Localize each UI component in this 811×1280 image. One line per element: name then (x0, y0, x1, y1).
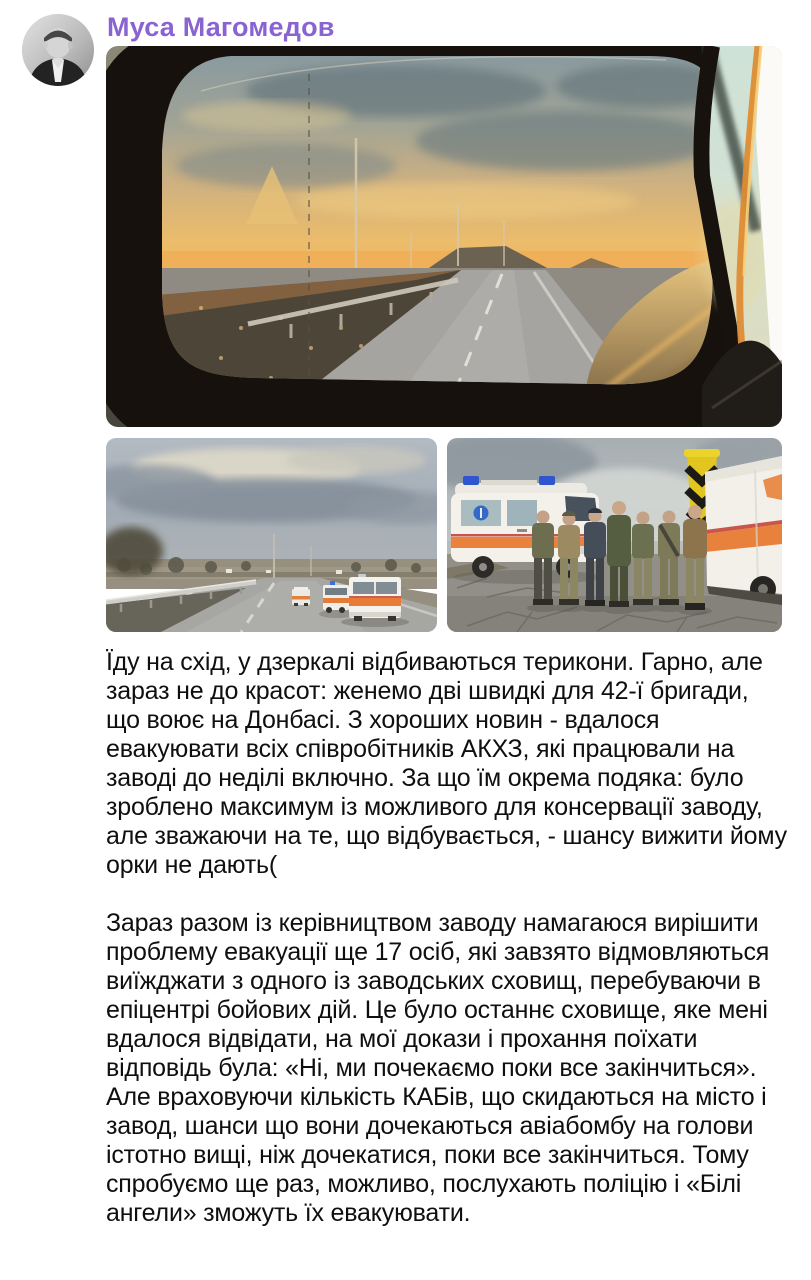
photo-row (106, 438, 782, 632)
message-text (106, 648, 787, 1228)
photo-team[interactable] (447, 438, 782, 632)
mirror-photo-illustration (106, 46, 782, 427)
username[interactable]: Муса Магомедов (107, 12, 335, 42)
photo-ambulance-road[interactable] (106, 438, 437, 632)
message-paragraph-1: Їду на схід, у дзеркалі відбиваються терикони. Гарно, але зараз не до красот: женемо дві швидкі для 42-ї бригади, що воює на Донбасі. З хороших новин - вдалося евакуювати всіх співробітників АКХЗ, які працювали на заводі до неділі включно. За що їм окрема подяка: було зроблено максимум із можливого для консервації заводу, але зважаючи на те, що відбувається, - шансу вижити йому орки не дають( (106, 648, 787, 879)
media-group (106, 46, 782, 632)
ambulance-road-illustration (106, 438, 437, 632)
photo-mirror[interactable] (106, 46, 782, 427)
team-photo-illustration (447, 438, 782, 632)
avatar-photo (22, 14, 94, 86)
message-paragraph-2: Зараз разом із керівництвом заводу намагаюся вирішити проблему евакуації ще 17 осіб, які завзято відмовляються виїжджати з одного із заводських сховищ, перебуваючи в епіцентрі бойових дій. Це було останнє сховище, яке мені вдалося відвідати, на мої докази і прохання поїхати відповідь була: «Ні, ми почекаємо поки все закінчиться». Але враховуючи кількість КАБів, що скидаються на місто і завод, шанси що вони дочекаються авіабомбу на голови істотно вищі, ніж дочекатися, поки все закінчиться. Тому спробуємо ще раз, можливо, послухають поліцію і «Білі ангели» зможуть їх евакуювати. (106, 909, 770, 1227)
avatar[interactable] (22, 14, 94, 86)
